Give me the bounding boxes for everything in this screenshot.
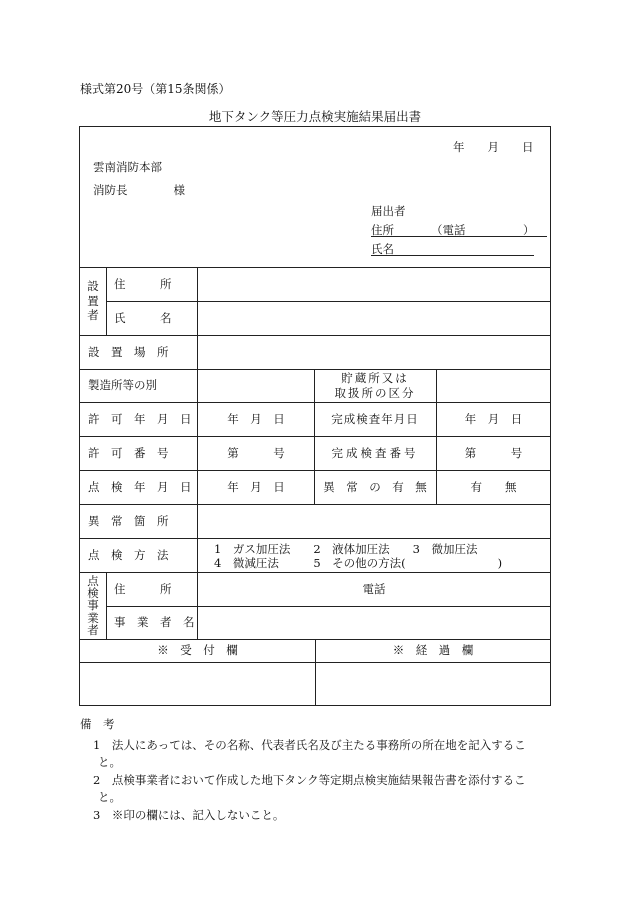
completion-date-label: 完成検査年月日 [331, 411, 419, 426]
form-frame [79, 126, 551, 706]
site-label: 設 置 場 所 [88, 344, 169, 359]
installer-address-field[interactable] [198, 268, 550, 301]
contractor-group-label: 点 検 事 業 者 [87, 574, 99, 637]
recipient-name: 消防長 様 [93, 183, 185, 197]
contractor-phone-label[interactable]: 電話 [362, 581, 386, 596]
notifier-name-line[interactable] [371, 241, 534, 256]
permit-number-field[interactable]: 第 号 [227, 445, 285, 460]
contractor-address-label: 住 所 [114, 581, 172, 596]
address-label: 住所 [371, 223, 394, 237]
name-label: 氏名 [371, 242, 394, 256]
installer-address-label: 住 所 [114, 276, 172, 291]
date-field[interactable]: 年 月 日 [453, 140, 534, 154]
recipient-org: 雲南消防本部 [93, 160, 162, 174]
contractor-name-label: 事 業 者 名 [114, 615, 195, 630]
installer-name-field[interactable] [198, 302, 550, 335]
installer-group-label: 設 置 者 [87, 279, 99, 323]
inspection-method-label: 点 検 方 法 [88, 547, 169, 562]
remark-1-cont: と。 [98, 755, 121, 769]
notifier-address-line[interactable] [371, 222, 547, 237]
abnormality-label: 異 常 の 有 無 [323, 479, 427, 494]
method-options-line1[interactable]: 1 ガス加圧法 2 液体加圧法 3 微加圧法 [214, 542, 478, 556]
remarks-heading: 備 考 [80, 717, 115, 731]
abnormality-field[interactable]: 有 無 [470, 479, 517, 494]
remark-1: 1 法人にあっては、その名称、代表者氏名及び主たる事務所の所在地を記入するこ [93, 738, 526, 752]
form-number: 様式第20号（第15条関係） [80, 82, 231, 96]
abnormal-location-field[interactable] [198, 505, 550, 538]
abnormal-location-label: 異 常 箇 所 [88, 513, 169, 528]
contractor-name-field[interactable] [198, 607, 550, 639]
permit-number-label: 許 可 番 号 [88, 445, 169, 460]
inspection-date-label: 点 検 年 月 日 [88, 479, 192, 494]
notifier-label: 届出者 [371, 204, 406, 218]
reception-column-area [80, 663, 315, 705]
permit-date-label: 許 可 年 月 日 [88, 411, 192, 426]
progress-column-header: ※ 経 過 欄 [392, 643, 474, 658]
completion-date-field[interactable]: 年 月 日 [464, 411, 523, 426]
reception-column-header: ※ 受 付 欄 [157, 643, 238, 658]
permit-date-field[interactable]: 年 月 日 [227, 411, 285, 426]
facility-type-field[interactable] [198, 370, 314, 402]
remark-2-cont: と。 [98, 790, 121, 804]
form-title: 地下タンク等圧力点検実施結果届出書 [208, 109, 422, 124]
completion-number-label: 完成検査番号 [331, 445, 419, 460]
storage-type-label: 貯蔵所又は 取扱所の区分 [334, 371, 416, 400]
phone-label: （電話 ） [431, 223, 535, 237]
facility-type-label: 製造所等の別 [88, 378, 157, 393]
site-field[interactable] [198, 336, 550, 369]
completion-number-field[interactable]: 第 号 [464, 445, 523, 460]
remark-2: 2 点検事業者において作成した地下タンク等定期点検実施結果報告書を添付するこ [93, 773, 526, 787]
storage-type-field[interactable] [437, 370, 550, 402]
installer-name-label: 氏 名 [114, 310, 172, 325]
progress-column-area [316, 663, 550, 705]
method-options-line2[interactable]: 4 微減圧法 5 その他の方法( ) [214, 556, 503, 570]
remark-3: 3 ※印の欄には、記入しないこと。 [93, 808, 285, 822]
inspection-date-field[interactable]: 年 月 日 [227, 479, 285, 494]
